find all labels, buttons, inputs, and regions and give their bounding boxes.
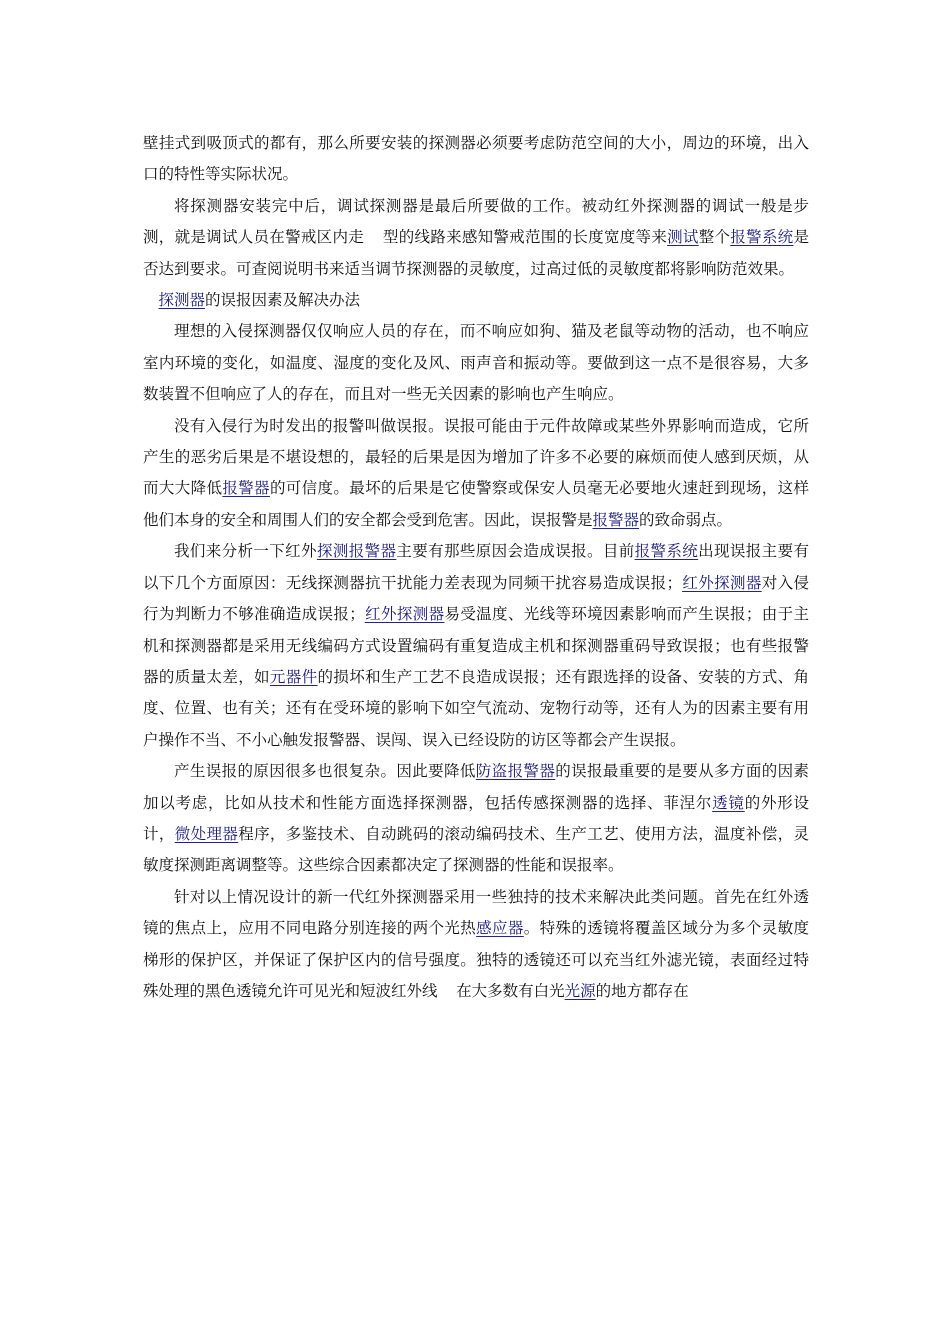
text-run: 的致命弱点。	[639, 510, 733, 529]
text-run: 易受温度、光线等环境因素影响而产生误报；由于主机和探测器都是采用无线编码方式设置编码有重复造成主机和探测器重码导致误报；也有些报警器的质量太差，如	[143, 605, 809, 686]
text-run: 程序，多鉴技术、自动跳码的滚动编码技术、生产工艺、使用方法，温度补偿，灵敏度探测距离调整等。这些综合因素都决定了探测器的性能和误报率。	[143, 824, 809, 875]
paragraph-p6	[143, 756, 809, 882]
text-run: 的损坏和生产工艺不良造成误报；还有跟选择的设备、安装的方式、角度、位置、也有关；还有在受环境的影响下如空气流动、宠物行动等，还有人为的因素主要有用户操作不当、不小心触发报警器、误闯、误入已经设防的访区等都会产生误报。	[143, 667, 809, 749]
keyword-link[interactable]: 测试	[667, 228, 699, 247]
keyword-link[interactable]: 防盗报警器	[475, 762, 556, 781]
keyword-link[interactable]: 微处理器	[174, 824, 239, 843]
text-run: 理想的入侵探测器仅仅响应人员的存在，而不响应如狗、猫及老鼠等动物的活动，也不响应室内环境的变化，如温度、湿度的变化及风、雨声音和振动等。要做到这一点不是很容易，大多数装置不但响应了人的存在，而且对一些无关因素的影响也产生响应。	[143, 322, 809, 404]
section-heading	[143, 285, 809, 316]
keyword-link[interactable]: 感应器	[476, 919, 524, 938]
text-run: 将探测器安装完中后，调试探测器是最后所要做的工作。被动红外探测器的调试一般是步测，就是调试人员在警戒区内走	[143, 196, 809, 247]
paragraph-p7	[143, 882, 809, 1008]
paragraph-p5	[143, 536, 809, 756]
text-run: 产生误报的原因很多也很复杂。因此要降低	[174, 762, 476, 781]
paragraph-p4	[143, 411, 809, 537]
document-body	[143, 128, 809, 1007]
text-run: 整个	[698, 228, 731, 247]
text-run: 出现误报主要有以下几个方面原因：无线探测器抗干扰能力差表现为同频干扰容易造成误报；	[143, 542, 809, 592]
keyword-link[interactable]: 报警器	[592, 510, 640, 529]
keyword-link[interactable]: 报警系统	[730, 228, 794, 247]
text-run: 的地方都存在	[595, 981, 689, 1000]
text-run: 没有入侵行为时发出的报警叫做误报。误报可能由于元件故障或某些外界影响而造成，它所产生的恶劣后果是不堪设想的，最轻的后果是因为增加了许多不必要的麻烦而使人感到厌烦，从而大大降低	[143, 416, 809, 498]
text-run: 在大多数有白光	[456, 981, 565, 1000]
text-run: 我们来分析一下红外	[174, 542, 317, 561]
keyword-link[interactable]: 报警系统	[634, 542, 699, 561]
text-run: 的可信度。最坏的后果是它使警察或保安人员毫无必要地火速赶到现场，这样他们本身的安全和周围人们的安全都会受到危害。因此，误报警是	[143, 479, 809, 529]
paragraph-p1	[143, 128, 809, 191]
keyword-link[interactable]: 红外探测器	[364, 605, 445, 624]
keyword-link[interactable]: 光源	[564, 981, 596, 1000]
text-run: 的外形设计，	[143, 793, 809, 843]
paragraph-p2	[143, 191, 809, 285]
keyword-link[interactable]: 探测报警器	[316, 542, 397, 561]
keyword-link[interactable]: 探测器	[158, 291, 206, 310]
text-run: 型的线路来感知警戒范围的长度宽度等来	[382, 228, 668, 247]
paragraph-p3	[143, 316, 809, 410]
keyword-link[interactable]: 报警器	[222, 479, 270, 498]
keyword-link[interactable]: 透镜	[712, 793, 745, 812]
text-run: 的误报最重要的是要从多方面的因素加以考虑，比如从技术和性能方面选择探测器，包括传感探测器的选择、菲涅尔	[143, 762, 809, 812]
text-run: 的误报因素及解决办法	[205, 291, 361, 310]
keyword-link[interactable]: 元器件	[269, 667, 318, 686]
text-run: 壁挂式到吸顶式的都有，那么所要安装的探测器必须要考虑防范空间的大小，周边的环境，出入口的特性等实际状况。	[143, 134, 809, 184]
text-run: 针对以上情况设计的新一代红外探测器采用一些独持的技术来解决此类问题。首先在红外透镜的焦点上，应用不同电路分别连接的两个光热	[143, 887, 809, 938]
text-run: 对入侵行为判断力不够准确造成误报；	[143, 573, 809, 624]
text-run: 。特殊的透镜将覆盖区域分为多个灵敏度梯形的保护区，并保证了保护区内的信号强度。独特的透镜还可以充当红外滤光镜，表面经过特殊处理的黑色透镜允许可见光和短波红外线	[143, 919, 809, 1000]
text-run: 主要有那些原因会造成误报。目前	[396, 542, 635, 561]
text-run: 是否达到要求。可查阅说明书来适当调节探测器的灵敏度，过高过低的灵敏度都将影响防范效果。	[143, 228, 809, 278]
keyword-link[interactable]: 红外探测器	[682, 573, 762, 592]
